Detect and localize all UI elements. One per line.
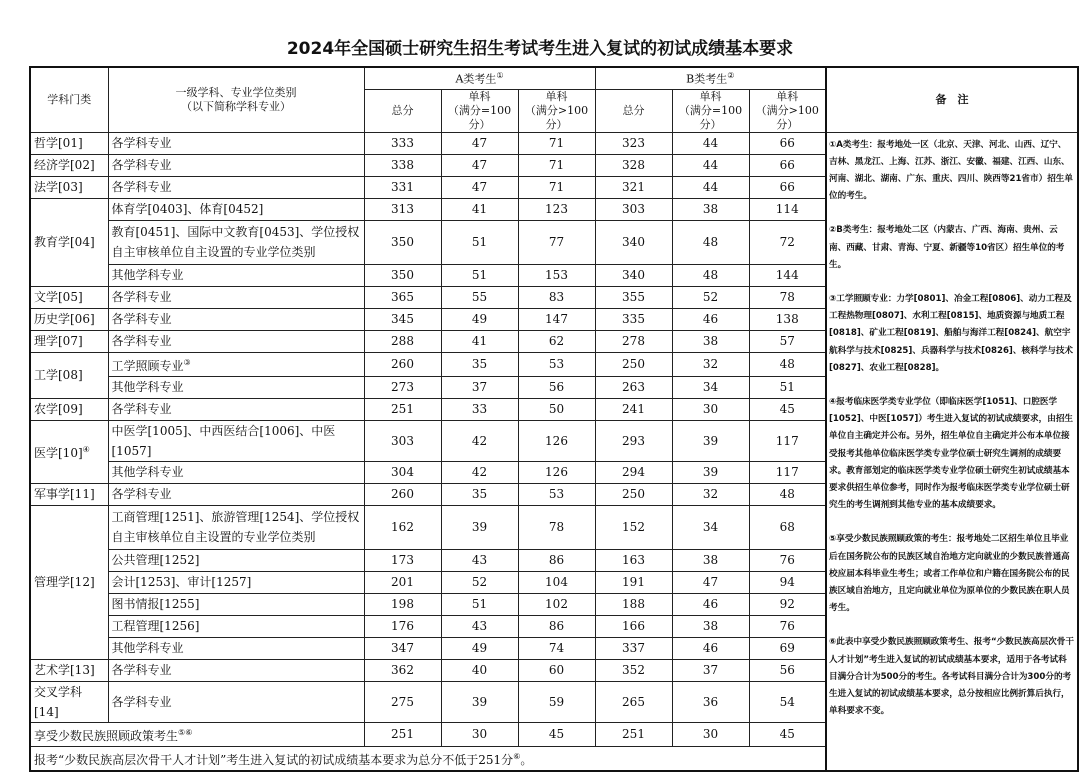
score-a-single100p: 78 xyxy=(518,505,595,549)
footnote-text: 报考“少数民族高层次骨干人才计划”考生进入复试的初试成绩基本要求为总分不低于251分 xyxy=(34,752,514,767)
table-row xyxy=(30,132,1078,154)
score-a-single100p: 60 xyxy=(518,659,595,681)
subject-cell xyxy=(108,286,364,308)
score-b-single100: 30 xyxy=(672,398,749,420)
category-cell xyxy=(30,154,108,176)
subject-label: 其他学科专业 xyxy=(111,641,184,655)
score-a-single100: 47 xyxy=(441,132,518,154)
score-a-single100p: 83 xyxy=(518,286,595,308)
group-b-sup: ② xyxy=(727,71,735,81)
score-b-total: 340 xyxy=(595,264,672,286)
score-b-total: 328 xyxy=(595,154,672,176)
score-b-single100p: 117 xyxy=(749,420,826,461)
score-b-single100: 48 xyxy=(672,220,749,264)
label: 单科 xyxy=(699,89,722,103)
score-a-total: 333 xyxy=(364,132,441,154)
category-label: 工学[08] xyxy=(34,368,83,382)
score-b-single100: 38 xyxy=(672,330,749,352)
subject-label: 会计[1253]、审计[1257] xyxy=(111,575,252,589)
header-b-total: 总分 xyxy=(595,89,672,132)
score-b-total: 263 xyxy=(595,376,672,398)
score-a-single100p: 86 xyxy=(518,549,595,571)
category-cell xyxy=(30,286,108,308)
category-cell xyxy=(30,483,108,505)
subject-label: 各学科专业 xyxy=(111,694,172,709)
score-a-single100: 35 xyxy=(441,352,518,376)
score-table xyxy=(29,66,1079,772)
score-b-total: 323 xyxy=(595,132,672,154)
score-a-total: 260 xyxy=(364,483,441,505)
score-a-single100: 49 xyxy=(441,637,518,659)
subject-cell xyxy=(108,549,364,571)
score-a-single100p: 102 xyxy=(518,593,595,615)
label: 单科 xyxy=(468,89,491,103)
subject-label: 其他学科专业 xyxy=(111,268,184,282)
score-a-total: 362 xyxy=(364,659,441,681)
score-a-single100p: 62 xyxy=(518,330,595,352)
subject-label: 工学照顾专业 xyxy=(111,358,184,373)
subject-cell xyxy=(108,420,364,461)
category-label: 军事学[11] xyxy=(34,487,95,501)
category-label: 医学[10] xyxy=(34,446,83,460)
score-b-total: 188 xyxy=(595,593,672,615)
score-b-single100p: 76 xyxy=(749,549,826,571)
subject-label: 体育学[0403]、体育[0452] xyxy=(111,202,264,216)
footnote-sup: ⑥ xyxy=(513,751,521,761)
score-a-single100: 39 xyxy=(441,505,518,549)
label: 单科 xyxy=(545,89,568,103)
score-b-single100p: 51 xyxy=(749,376,826,398)
score-b-total: 294 xyxy=(595,461,672,483)
score-a-single100: 49 xyxy=(441,308,518,330)
category-cell xyxy=(30,176,108,198)
header-b-single100 xyxy=(672,89,749,132)
score-b-single100p: 45 xyxy=(749,722,826,746)
score-a-single100p: 53 xyxy=(518,483,595,505)
header-group-a xyxy=(364,67,595,89)
score-b-single100p: 68 xyxy=(749,505,826,549)
score-b-total: 191 xyxy=(595,571,672,593)
category-sup: ④ xyxy=(82,445,90,454)
score-b-total: 352 xyxy=(595,659,672,681)
header-subject xyxy=(108,67,364,132)
score-b-total: 163 xyxy=(595,549,672,571)
score-a-single100: 47 xyxy=(441,154,518,176)
subject-cell xyxy=(108,637,364,659)
score-a-total: 288 xyxy=(364,330,441,352)
subject-label: 各学科专业 xyxy=(111,290,172,304)
subject-cell xyxy=(108,398,364,420)
score-b-single100: 39 xyxy=(672,461,749,483)
subject-cell xyxy=(108,352,364,376)
subject-label: 其他学科专业 xyxy=(111,465,184,479)
score-b-total: 278 xyxy=(595,330,672,352)
score-b-single100p: 117 xyxy=(749,461,826,483)
score-a-total: 162 xyxy=(364,505,441,549)
score-b-single100: 34 xyxy=(672,376,749,398)
category-cell xyxy=(30,722,364,746)
score-a-total: 275 xyxy=(364,681,441,722)
score-b-single100: 46 xyxy=(672,593,749,615)
category-label: 哲学[01] xyxy=(34,136,83,150)
score-b-single100: 32 xyxy=(672,483,749,505)
subject-label: 各学科专业 xyxy=(111,334,172,348)
note-4: ④报考临床医学类专业学位（即临床医学[1051]、口腔医学[1052]、中医[1057]）考生进入复试的初试成绩要求，由招生单位自主确定并公布。另外，招生单位自主确定并公布本单位接受报考其他单位临床医学类专业学位硕士研究生调剂的成绩要求。教育部划定的临床医学类专业学位硕士研究生初试成绩基本要求供招生单位参考，同时作为报考临床医学类专业学位硕士研究生的考生调剂到其他专业的基本成绩要求。 xyxy=(829,396,1074,511)
score-b-single100: 44 xyxy=(672,132,749,154)
subject-cell xyxy=(108,132,364,154)
score-a-total: 331 xyxy=(364,176,441,198)
score-b-single100p: 57 xyxy=(749,330,826,352)
score-b-single100p: 94 xyxy=(749,571,826,593)
score-b-single100p: 69 xyxy=(749,637,826,659)
sublabel: （满分=100分） xyxy=(678,103,743,131)
subject-label: 工程管理[1256] xyxy=(111,619,200,633)
subject-cell xyxy=(108,461,364,483)
score-b-total: 166 xyxy=(595,615,672,637)
subject-cell xyxy=(108,198,364,220)
score-a-single100: 41 xyxy=(441,198,518,220)
score-a-total: 260 xyxy=(364,352,441,376)
score-b-single100: 47 xyxy=(672,571,749,593)
score-a-single100: 55 xyxy=(441,286,518,308)
score-b-total: 303 xyxy=(595,198,672,220)
score-a-single100p: 59 xyxy=(518,681,595,722)
score-a-total: 273 xyxy=(364,376,441,398)
category-cell xyxy=(30,308,108,330)
header-b-single100p xyxy=(749,89,826,132)
score-b-single100p: 45 xyxy=(749,398,826,420)
subject-cell xyxy=(108,659,364,681)
score-a-single100: 43 xyxy=(441,549,518,571)
subject-label: 其他学科专业 xyxy=(111,380,184,394)
category-cell xyxy=(30,659,108,681)
score-a-total: 338 xyxy=(364,154,441,176)
group-b-label: B类考生 xyxy=(686,73,728,87)
category-cell xyxy=(30,352,108,398)
score-b-single100p: 66 xyxy=(749,132,826,154)
score-b-total: 340 xyxy=(595,220,672,264)
score-b-single100p: 48 xyxy=(749,352,826,376)
score-a-total: 251 xyxy=(364,398,441,420)
group-a-label: A类考生 xyxy=(455,73,497,87)
score-b-total: 265 xyxy=(595,681,672,722)
score-a-total: 303 xyxy=(364,420,441,461)
score-b-single100: 44 xyxy=(672,154,749,176)
header-notes: 备 注 xyxy=(826,67,1078,132)
page-title: 2024年全国硕士研究生招生考试考生进入复试的初试成绩基本要求 xyxy=(286,39,794,59)
subject-cell xyxy=(108,593,364,615)
score-a-total: 350 xyxy=(364,264,441,286)
footnote: 报考“少数民族高层次骨干人才计划”考生进入复试的初试成绩基本要求为总分不低于251分⑥。 xyxy=(30,746,826,771)
score-b-single100: 38 xyxy=(672,198,749,220)
score-a-single100p: 126 xyxy=(518,420,595,461)
subject-label: 各学科专业 xyxy=(111,136,172,150)
score-a-single100p: 74 xyxy=(518,637,595,659)
subject-cell xyxy=(108,330,364,352)
header-group-b xyxy=(595,67,826,89)
score-a-single100: 43 xyxy=(441,615,518,637)
score-a-total: 347 xyxy=(364,637,441,659)
score-a-single100: 42 xyxy=(441,461,518,483)
score-a-single100: 33 xyxy=(441,398,518,420)
score-a-single100p: 50 xyxy=(518,398,595,420)
subject-cell xyxy=(108,681,364,722)
category-label: 管理学[12] xyxy=(34,575,95,589)
score-a-total: 198 xyxy=(364,593,441,615)
note-1: ①A类考生：报考地处一区（北京、天津、河北、山西、辽宁、吉林、黑龙江、上海、江苏、浙江、安徽、福建、江西、山东、河南、湖北、湖南、广东、重庆、四川、陕西等21省市）招生单位的考生。 xyxy=(829,139,1073,202)
score-b-total: 241 xyxy=(595,398,672,420)
score-b-single100: 32 xyxy=(672,352,749,376)
category-cell xyxy=(30,398,108,420)
subject-cell xyxy=(108,264,364,286)
note-3: ③工学照顾专业：力学[0801]、冶金工程[0806]、动力工程及工程热物理[0807]、水利工程[0815]、地质资源与地质工程[0818]、矿业工程[0819]、船舶与海洋工程[0824]、航空宇航科学与技术[0825]、兵器科学与技术[0826]、核科学与技术[0827]、农业工程[0828]。 xyxy=(829,293,1074,373)
score-a-total: 304 xyxy=(364,461,441,483)
score-a-single100p: 123 xyxy=(518,198,595,220)
score-b-single100p: 54 xyxy=(749,681,826,722)
note-5: ⑤享受少数民族照顾政策的考生：报考地处二区招生单位且毕业后在国务院公布的民族区域自治地方定向就业的少数民族普通高校应届本科毕业生考生；或者工作单位和户籍在国务院公布的民族区域自治地方，且定向就业单位为原单位的少数民族在职人员考生。 xyxy=(829,534,1070,614)
category-label: 教育学[04] xyxy=(34,235,95,249)
subject-cell xyxy=(108,154,364,176)
score-b-single100p: 56 xyxy=(749,659,826,681)
category-label: 经济学[02] xyxy=(34,158,95,172)
score-a-single100: 47 xyxy=(441,176,518,198)
score-a-single100p: 56 xyxy=(518,376,595,398)
category-cell xyxy=(30,420,108,483)
subject-label: 各学科专业 xyxy=(111,402,172,416)
score-a-single100: 39 xyxy=(441,681,518,722)
score-b-single100: 38 xyxy=(672,615,749,637)
score-a-total: 251 xyxy=(364,722,441,746)
score-a-single100: 30 xyxy=(441,722,518,746)
score-a-single100: 37 xyxy=(441,376,518,398)
score-a-single100p: 153 xyxy=(518,264,595,286)
subject-sup: ③ xyxy=(183,357,191,367)
score-b-total: 335 xyxy=(595,308,672,330)
subject-cell xyxy=(108,483,364,505)
score-a-total: 176 xyxy=(364,615,441,637)
sublabel: （满分=100分） xyxy=(447,103,512,131)
score-a-total: 313 xyxy=(364,198,441,220)
score-b-single100p: 114 xyxy=(749,198,826,220)
category-label: 历史学[06] xyxy=(34,312,95,326)
score-b-total: 152 xyxy=(595,505,672,549)
category-cell xyxy=(30,505,108,659)
subject-label: 工商管理[1251]、旅游管理[1254]、学位授权自主审核单位自主设置的专业学位类别 xyxy=(111,510,360,544)
score-b-total: 251 xyxy=(595,722,672,746)
category-sup: ⑤⑥ xyxy=(178,727,193,737)
category-label: 农学[09] xyxy=(34,402,83,416)
score-b-single100: 34 xyxy=(672,505,749,549)
score-b-single100p: 66 xyxy=(749,176,826,198)
score-a-single100: 41 xyxy=(441,330,518,352)
category-label: 艺术学[13] xyxy=(34,663,95,677)
note-6: ⑥此表中享受少数民族照顾政策考生、报考“少数民族高层次骨干人才计划”考生进入复试的初试成绩基本要求，适用于各考试科目满分合计为500分的考生。各考试科目满分合计为300分的考生进入复试的初试成绩基本要求，总分按相应比例折算后执行，单科要求不变。 xyxy=(829,637,1074,717)
score-a-single100: 35 xyxy=(441,483,518,505)
category-label: 理学[07] xyxy=(34,334,83,348)
score-b-single100: 48 xyxy=(672,264,749,286)
score-a-single100: 51 xyxy=(441,264,518,286)
score-b-single100p: 66 xyxy=(749,154,826,176)
sublabel: （满分>100分） xyxy=(524,103,589,131)
score-a-single100p: 45 xyxy=(518,722,595,746)
subject-label: 教育[0451]、国际中文教育[0453]、学位授权自主审核单位自主设置的专业学位类别 xyxy=(111,225,360,259)
subject-cell xyxy=(108,615,364,637)
subject-cell xyxy=(108,376,364,398)
header-subject-line1: 一级学科、专业学位类别 xyxy=(175,85,297,99)
category-cell xyxy=(30,681,108,722)
subject-label: 各学科专业 xyxy=(111,312,172,326)
header-a-single100 xyxy=(441,89,518,132)
subject-label: 各学科专业 xyxy=(111,663,172,677)
score-a-total: 350 xyxy=(364,220,441,264)
score-a-single100p: 126 xyxy=(518,461,595,483)
category-label: 享受少数民族照顾政策考生 xyxy=(34,728,179,743)
score-a-single100p: 86 xyxy=(518,615,595,637)
score-b-single100: 30 xyxy=(672,722,749,746)
category-label: 法学[03] xyxy=(34,180,83,194)
score-b-single100: 39 xyxy=(672,420,749,461)
subject-cell xyxy=(108,220,364,264)
score-b-single100: 52 xyxy=(672,286,749,308)
score-b-total: 250 xyxy=(595,352,672,376)
subject-cell xyxy=(108,308,364,330)
note-2: ②B类考生：报考地处二区（内蒙古、广西、海南、贵州、云南、西藏、甘肃、青海、宁夏、新疆等10省区）招生单位的考生。 xyxy=(829,225,1065,270)
score-b-single100p: 76 xyxy=(749,615,826,637)
score-b-single100p: 48 xyxy=(749,483,826,505)
score-a-single100p: 77 xyxy=(518,220,595,264)
score-b-single100p: 138 xyxy=(749,308,826,330)
score-b-single100p: 144 xyxy=(749,264,826,286)
subject-label: 各学科专业 xyxy=(111,487,172,501)
score-b-single100: 38 xyxy=(672,549,749,571)
category-label: 文学[05] xyxy=(34,290,83,304)
category-cell xyxy=(30,198,108,286)
subject-label: 各学科专业 xyxy=(111,158,172,172)
score-b-total: 337 xyxy=(595,637,672,659)
score-b-single100: 36 xyxy=(672,681,749,722)
header-a-single100p xyxy=(518,89,595,132)
score-a-single100p: 71 xyxy=(518,154,595,176)
subject-label: 中医学[1005]、中西医结合[1006]、中医[1057] xyxy=(111,423,336,458)
score-a-total: 365 xyxy=(364,286,441,308)
score-a-single100: 40 xyxy=(441,659,518,681)
header-subject-line2: （以下简称学科专业） xyxy=(181,99,291,113)
score-a-single100p: 53 xyxy=(518,352,595,376)
subject-cell xyxy=(108,571,364,593)
score-b-single100: 37 xyxy=(672,659,749,681)
score-a-single100: 52 xyxy=(441,571,518,593)
category-cell xyxy=(30,132,108,154)
subject-label: 各学科专业 xyxy=(111,180,172,194)
score-b-single100: 44 xyxy=(672,176,749,198)
score-a-single100: 42 xyxy=(441,420,518,461)
label: 单科 xyxy=(776,89,799,103)
notes-cell xyxy=(826,132,1078,771)
score-b-single100p: 78 xyxy=(749,286,826,308)
score-b-total: 250 xyxy=(595,483,672,505)
subject-label: 图书情报[1255] xyxy=(111,597,200,611)
sublabel: （满分>100分） xyxy=(755,103,819,131)
score-b-single100p: 92 xyxy=(749,593,826,615)
score-a-single100p: 71 xyxy=(518,132,595,154)
subject-cell xyxy=(108,176,364,198)
score-b-single100p: 72 xyxy=(749,220,826,264)
score-a-total: 173 xyxy=(364,549,441,571)
score-a-total: 201 xyxy=(364,571,441,593)
score-a-single100: 51 xyxy=(441,220,518,264)
score-b-total: 355 xyxy=(595,286,672,308)
header-a-total: 总分 xyxy=(364,89,441,132)
score-a-total: 345 xyxy=(364,308,441,330)
score-b-single100: 46 xyxy=(672,637,749,659)
subject-cell xyxy=(108,505,364,549)
score-b-single100: 46 xyxy=(672,308,749,330)
subject-label: 公共管理[1252] xyxy=(111,553,200,567)
table-body xyxy=(30,132,1078,771)
group-a-sup: ① xyxy=(496,71,504,81)
category-label: 交叉学科[14] xyxy=(34,684,83,719)
score-a-single100: 51 xyxy=(441,593,518,615)
score-b-total: 293 xyxy=(595,420,672,461)
category-cell xyxy=(30,330,108,352)
score-a-single100p: 71 xyxy=(518,176,595,198)
score-a-single100p: 147 xyxy=(518,308,595,330)
score-a-single100p: 104 xyxy=(518,571,595,593)
header-category: 学科门类 xyxy=(30,67,108,132)
score-b-total: 321 xyxy=(595,176,672,198)
